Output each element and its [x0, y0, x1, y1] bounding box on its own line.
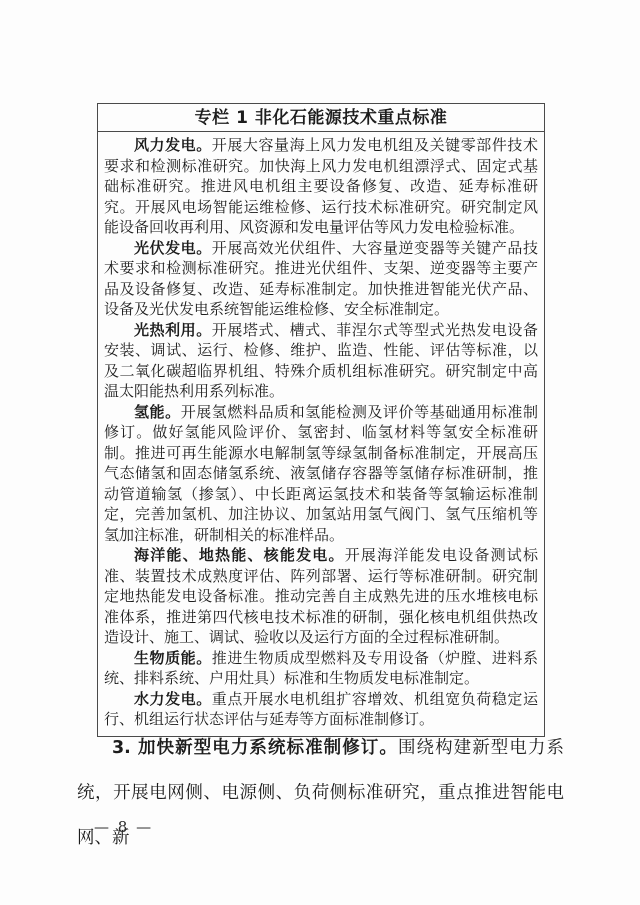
- paragraph-label: 生物质能。: [134, 648, 212, 667]
- panel-paragraph-ocean-geothermal-nuclear: [104, 545, 538, 648]
- highlight-box-body: [98, 132, 544, 736]
- body-paragraph-lead: 3. 加快新型电力系统标准制修订。: [112, 738, 398, 758]
- body-paragraph-text: 围绕构建新型电力系统，开展电网侧、电源侧、负荷侧标准研究，重点推进智能电网、新: [77, 738, 565, 848]
- highlight-box-title: 专栏 1 非化石能源技术重点标准: [98, 104, 544, 132]
- paragraph-text: 开展海洋能发电设备测试标准、装置技术成熟度评估、阵列部署、运行等标准研制。研究制定地热能发电设备标准。推动完善自主成熟先进的压水堆核电标准体系，推进第四代核电技术标准的研制，强化核电机组供热改造设计、施工、调试、验收以及运行方面的全过程标准研制。: [104, 546, 538, 646]
- paragraph-label: 光伏发电。: [134, 238, 212, 257]
- panel-paragraph-biomass: [104, 648, 538, 689]
- paragraph-label: 水力发电。: [134, 689, 212, 708]
- paragraph-text: 开展塔式、槽式、菲涅尔式等型式光热发电设备安装、调试、运行、检修、维护、监造、性能、评估等标准，以及二氧化碳超临界机组、特殊介质机组标准研究。研究制定中高温太阳能热利用系列标准。: [104, 320, 538, 400]
- paragraph-label: 氢能。: [134, 402, 181, 421]
- paragraph-text: 开展氢燃料品质和氢能检测及评价等基础通用标准制修订。做好氢能风险评价、氢密封、临氢材料等氢安全标准研制。推进可再生能源水电解制氢等绿氢制备标准制定，开展高压气态储氢和固态储氢系统、液氢储存容器等氢储存标准研制，推动管道输氢（掺氢）、中长距离运氢技术和装备等氢输运标准制定，完善加氢机、加注协议、加氢站用氢气阀门、氢气压缩机等氢加注标准，研制相关的标准样品。: [104, 402, 538, 544]
- paragraph-label: 光热利用。: [134, 320, 212, 339]
- paragraph-text: 推进生物质成型燃料及专用设备（炉膛、进料系统、排料系统、户用灶具）标准和生物质发电标准制定。: [104, 648, 538, 687]
- panel-paragraph-hydrogen: [104, 402, 538, 546]
- paragraph-label: 风力发电。: [134, 136, 212, 154]
- panel-paragraph-solar-thermal: [104, 320, 538, 402]
- highlight-box: [97, 103, 545, 737]
- paragraph-label: 海洋能、地热能、核能发电。: [134, 546, 345, 564]
- panel-paragraph-photovoltaic: [104, 238, 538, 320]
- paragraph-text: 重点开展水电机组扩容增效、机组宽负荷稳定运行、机组运行状态评估与延寿等方面标准制修订。: [104, 689, 538, 728]
- panel-paragraph-hydropower: [104, 689, 538, 730]
- body-paragraph-item-3: [77, 726, 564, 861]
- paragraph-text: 开展大容量海上风力发电机组及关键零部件技术要求和检测标准研究。加快海上风力发电机组漂浮式、固定式基础标准研究。推进风电机组主要设备修复、改造、延寿标准研究。开展风电场智能运维检修、运行技术标准研究。研究制定风能设备回收再利用、风资源和发电量评估等风力发电检验标准。: [104, 136, 538, 236]
- page-number: — 8 —: [94, 818, 154, 836]
- panel-paragraph-wind: [104, 135, 538, 238]
- paragraph-text: 开展高效光伏组件、大容量逆变器等关键产品技术要求和检测标准研究。推进光伏组件、支架、逆变器等主要产品及设备修复、改造、延寿标准制定。加快推进智能光伏产品、设备及光伏发电系统智能运维检修、安全标准制定。: [104, 238, 538, 318]
